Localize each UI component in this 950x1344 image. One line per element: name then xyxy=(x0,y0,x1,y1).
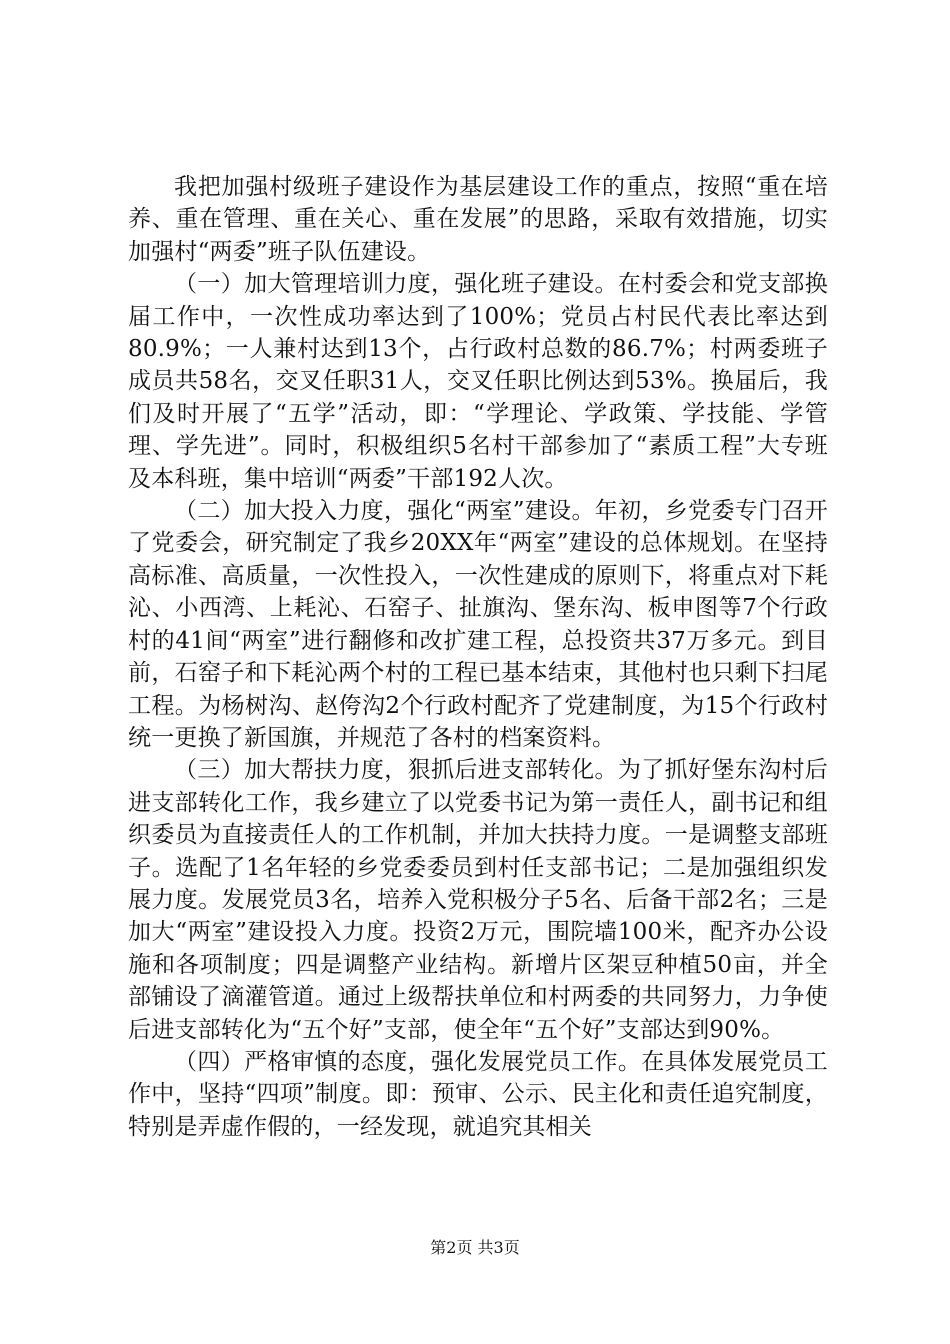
paragraph-section-2: （二）加大投入力度，强化“两室”建设。年初，乡党委专门召开了党委会，研究制定了我乡20XX年“两室”建设的总体规划。在坚持高标准、高质量，一次性投入，一次性建成的原则下，将重点对下耗沁、小西湾、上耗沁、石窑子、扯旗沟、堡东沟、板申图等7个行政村的41间“两室”进行翻修和改扩建工程，总投资共37万多元。到目前，石窑子和下耗沁两个村的工程已基本结束，其他村也只剩下扫尾工程。为杨树沟、赵侉沟2个行政村配齐了党建制度，为15个行政村统一更换了新国旗，并规范了各村的档案资料。 xyxy=(128,498,828,751)
document-body xyxy=(128,171,828,1143)
paragraph-section-3: （三）加大帮扶力度，狠抓后进支部转化。为了抓好堡东沟村后进支部转化工作，我乡建立了以党委书记为第一责任人，副书记和组织委员为直接责任人的工作机制，并加大扶持力度。一是调整支部班子。选配了1名年轻的乡党委委员到村任支部书记；二是加强组织发展力度。发展党员3名，培养入党积极分子5名、后备干部2名；三是加大“两室”建设投入力度。投资2万元，围院墙100米，配齐办公设施和各项制度；四是调整产业结构。新增片区架豆种植50亩，并全部铺设了滴灌管道。通过上级帮扶单位和村两委的共同努力，力争使后进支部转化为“五个好”支部，使全年“五个好”支部达到90%。 xyxy=(128,757,828,1043)
paragraph-section-1: （一）加大管理培训力度，强化班子建设。在村委会和党支部换届工作中，一次性成功率达到了100%；党员占村民代表比率达到80.9%；一人兼村达到13个，占行政村总数的86.7%；村两委班子成员共58名，交叉任职31人，交叉任职比例达到53%。换届后，我们及时开展了“五学”活动，即：“学理论、学政策、学技能、学管理、学先进”。同时，积极组织5名村干部参加了“素质工程”大专班及本科班，集中培训“两委”干部192人次。 xyxy=(128,271,828,492)
paragraph-intro: 我把加强村级班子建设作为基层建设工作的重点，按照“重在培养、重在管理、重在关心、重在发展”的思路，采取有效措施，切实加强村“两委”班子队伍建设。 xyxy=(128,174,828,265)
paragraph-section-4: （四）严格审慎的态度，强化发展党员工作。在具体发展党员工作中，坚持“四项”制度。即：预审、公示、民主化和责任追究制度，特别是弄虚作假的，一经发现，就追究其相关 xyxy=(128,1048,828,1140)
page-number-footer: 第2页 共3页 xyxy=(430,1238,520,1257)
